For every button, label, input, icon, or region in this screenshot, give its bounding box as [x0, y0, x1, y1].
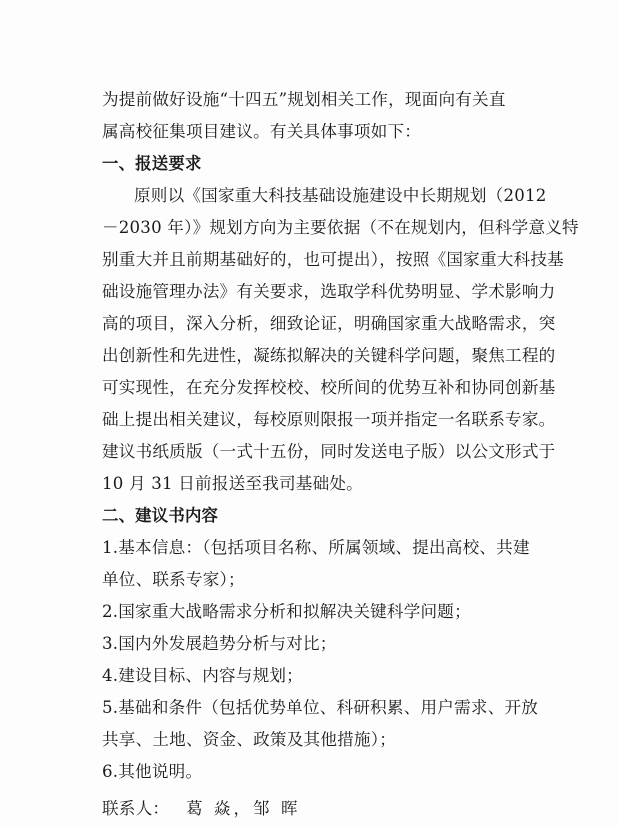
- section1-line-2: －2030 年）》规划方向为主要依据（不在规划内，但科学意义特: [102, 218, 579, 237]
- contact-label: 联系人：: [102, 799, 170, 818]
- section1-line-3: 别重大并且前期基础好的，也可提出），按照《国家重大科技基: [102, 250, 564, 269]
- section1-line-1: 原则以《国家重大科技基础设施建设中长期规划（2012: [134, 186, 547, 205]
- section1-line-6: 出创新性和先进性，凝练拟解决的关键科学问题，聚焦工程的: [102, 346, 556, 365]
- section2-line-4: 3.国内外发展趋势分析与对比；: [102, 634, 337, 653]
- section1-line-10: 10 月 31 日前报送至我司基础处。: [102, 474, 363, 493]
- section2-line-1: 1.基本信息：（包括项目名称、所属领域、提出高校、共建: [102, 538, 530, 557]
- section1-line-7: 可实现性，在充分发挥校校、校所间的优势互补和协同创新基: [102, 378, 556, 397]
- section2-line-3: 2.国家重大战略需求分析和拟解决关键科学问题；: [102, 602, 471, 621]
- intro-line-2: 属高校征集项目建议。有关具体事项如下：: [102, 122, 422, 141]
- section2-line-5: 4.建设目标、内容与规划；: [102, 666, 303, 685]
- section2-line-2: 单位、联系专家）；: [102, 570, 245, 589]
- section2-title: 二、建议书内容: [102, 506, 219, 525]
- contact-names: 葛 焱，邹 晖: [186, 799, 301, 818]
- section2-line-7: 共享、土地、资金、政策及其他措施）；: [102, 730, 396, 749]
- section2-line-6: 5.基础和条件（包括优势单位、科研积累、用户需求、开放: [102, 698, 539, 717]
- section1-line-9: 建议书纸质版（一式十五份，同时发送电子版）以公文形式于: [102, 442, 556, 461]
- section1-line-5: 高的项目，深入分析，细致论证，明确国家重大战略需求，突: [102, 314, 556, 333]
- section2-line-8: 6.其他说明。: [102, 762, 203, 781]
- intro-line-1: 为提前做好设施“十四五”规划相关工作，现面向有关直: [102, 90, 506, 109]
- section1-line-8: 础上提出相关建议，每校原则限报一项并指定一名联系专家。: [102, 410, 556, 429]
- section1-line-4: 础设施管理办法》有关要求，选取学科优势明显、学术影响力: [102, 282, 556, 301]
- section1-title: 一、报送要求: [102, 154, 202, 173]
